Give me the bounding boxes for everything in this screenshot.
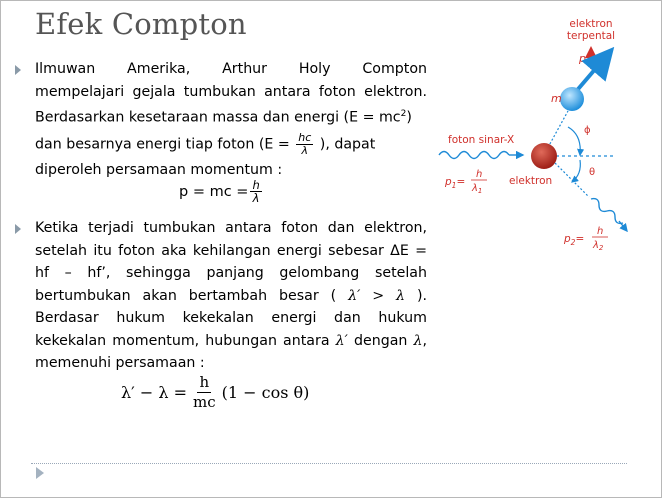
svg-text:p2=: $p_2=$ [564,233,585,247]
label-p2 [563,226,608,252]
label-pe: $p_e$ [579,52,591,67]
bullet-1-text [35,58,427,182]
label-electron: elektron [509,175,553,187]
svg-text:λ2: $\lambda_2$ [593,240,604,252]
svg-text:h: h [476,169,483,180]
footer-divider [31,463,627,464]
bullet-2-line-3: hf – hf’, sehingga panjang gelombang setelah [35,265,427,281]
incoming-photon-wave [439,152,509,159]
bullet-2-line-1: Ketika terjadi tumbukan antara foton dan elektron, [35,220,427,236]
bullet-2-text [35,217,427,375]
bullet-1-line-4: dan besarnya energi tiap foton (E = $\frac{hc}{\lambda}$ ), dapat [35,131,376,158]
bullet-2-line-2: setelah itu foton aka kehilangan energi sebesar ΔE = [35,242,427,259]
label-phi: ϕ [584,125,591,136]
label-p1 [444,169,487,195]
bullet-1-line-1: Ilmuwan Amerika, Arthur Holy Compton [35,61,427,77]
label-scattered-electron-2: terpental [566,30,616,42]
bullet-2-line-7: memenuhi persamaan : [35,355,205,371]
svg-text:p1=: $p_1=$ [445,176,466,190]
energy-fraction: $\frac{hc}{\lambda}$ [298,131,312,158]
label-m: m [551,92,562,105]
electron-ball [531,143,557,169]
bullet-2-line-6: kekekalan momentum, hubungan antara λ′ dengan λ, [35,332,428,349]
label-theta: θ [589,167,596,178]
footer-arrow-icon [36,467,44,479]
bullet-1-line-5: diperoleh persamaan momentum : [35,162,283,179]
photon-scatter-path [555,163,589,197]
scattered-photon-wave [591,199,623,224]
bullet-arrow-icon [15,65,21,75]
label-photon: foton sinar-X [448,134,515,146]
bullet-2-line-4: bertumbukan akan bertambah besar ( λ′ > λ ). [35,287,427,304]
momentum-equation: p = mc = $\frac{h}{\lambda}$ [179,178,260,205]
bullet-1-line-2: mempelajari gejala tumbukan antara foton elektron. [35,83,427,100]
theta-angle-arc [572,160,580,182]
bullet-arrow-icon [15,224,21,234]
slide-title: Efek Compton [35,7,247,41]
bullet-1-line-3: Berdasarkan kesetaraan massa dan energi $(E = mc^2)$ [35,109,412,126]
compton-scattering-diagram [431,9,651,259]
label-scattered-electron: elektron [569,18,613,30]
phi-angle-arc [568,127,580,155]
svg-text:λ1: $\lambda_1$ [472,183,483,195]
bullet-2-line-5: Berdasar hukum kekekalan energi dan hukum [35,310,427,326]
compton-equation: λ′ − λ = $\frac{h}{mc}$ (1 − cos θ) [121,373,310,411]
scattered-electron-ball [560,87,584,111]
svg-text:h: h [597,226,604,237]
